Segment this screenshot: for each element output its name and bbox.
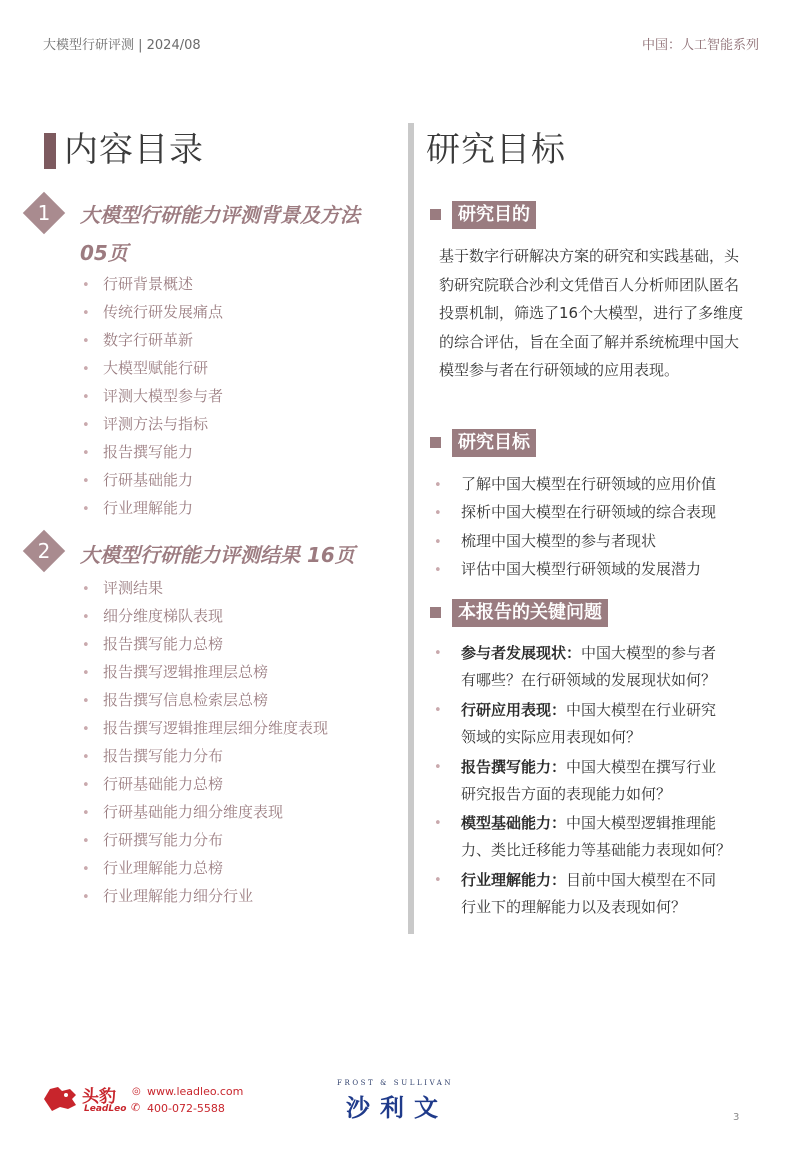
toc-item[interactable]: • 报告撰写能力: [82, 438, 223, 466]
purpose-paragraph: 基于数字行研解决方案的研究和实践基础，头豹研究院联合沙利文凭借百人分析师团队匿名投票机制，筛选了16个大模型，进行了多维度的综合评估，旨在全面了解并系统梳理中国大模型参与者在行研领域的应用表现。: [439, 247, 744, 380]
objective-item: • 评估中国大模型行研领域的发展潜力: [434, 555, 716, 583]
header-report-title: 大模型行研评测 | 2024/08: [43, 38, 201, 53]
section-2-number: 2: [37, 539, 51, 563]
question-item: [434, 810, 764, 864]
question-text-2: 力、类比迁移能力等基础能力表现如何？: [461, 841, 732, 860]
question-key: 参与者发展现状：: [461, 644, 582, 662]
header-series: 中国：人工智能系列: [641, 38, 759, 53]
objectives-label: 研究目标: [452, 429, 536, 457]
purpose-marker: [430, 209, 441, 220]
question-text: 中国大模型逻辑推理能: [566, 814, 717, 833]
toc-item[interactable]: • 传统行研发展痛点: [82, 298, 223, 326]
website-link[interactable]: www.leadleo.com: [147, 1085, 244, 1098]
toc-item[interactable]: • 报告撰写逻辑推理层细分维度表现: [82, 714, 328, 742]
toc-title: 内容目录: [64, 130, 204, 170]
question-item: [434, 754, 764, 808]
question-item: [434, 867, 764, 921]
question-text: 中国大模型在行业研究: [566, 700, 717, 719]
section-1-list: [82, 270, 223, 522]
toc-item[interactable]: • 行业理解能力细分行业: [82, 882, 328, 910]
globe-icon: ◎: [132, 1086, 141, 1097]
section-1-pages: 05页: [80, 241, 128, 265]
toc-item[interactable]: • 行研撰写能力分布: [82, 826, 328, 854]
toc-item[interactable]: • 行研基础能力总榜: [82, 770, 328, 798]
section-1-number: 1: [37, 201, 51, 225]
toc-item[interactable]: • 细分维度梯队表现: [82, 602, 328, 630]
toc-title-bar: [44, 133, 56, 169]
phone-number: 400-072-5588: [147, 1102, 225, 1115]
objective-item: • 梳理中国大模型的参与者现状: [434, 527, 716, 555]
question-key: 模型基础能力：: [461, 814, 567, 833]
question-key: 报告撰写能力：: [461, 757, 567, 776]
frost-sullivan-cn-logo: 沙利文: [346, 1094, 448, 1122]
toc-item[interactable]: • 大模型赋能行研: [82, 354, 223, 382]
frost-sullivan-en-logo: FROST & SULLIVAN: [337, 1079, 454, 1087]
question-text: 中国大模型的参与者: [581, 644, 717, 662]
question-item: [434, 697, 764, 751]
questions-label: 本报告的关键问题: [452, 599, 608, 627]
leadleo-cn-name: 头豹: [82, 1087, 116, 1107]
toc-item[interactable]: • 行业理解能力: [82, 494, 223, 522]
phone-icon: ✆: [131, 1101, 141, 1114]
question-text: 中国大模型在撰写行业: [566, 757, 717, 776]
section-2-title: 大模型行研能力评测结果 16页: [80, 543, 355, 567]
toc-item[interactable]: • 行研背景概述: [82, 270, 223, 298]
column-divider: [408, 123, 414, 934]
leadleo-en-name: LeadLeo: [84, 1104, 127, 1114]
toc-item[interactable]: • 评测大模型参与者: [82, 382, 223, 410]
toc-item[interactable]: • 报告撰写能力分布: [82, 742, 328, 770]
toc-item[interactable]: • 评测结果: [82, 574, 328, 602]
toc-item[interactable]: • 行研基础能力: [82, 466, 223, 494]
objective-item: • 探析中国大模型在行研领域的综合表现: [434, 498, 716, 526]
toc-item[interactable]: • 报告撰写信息检索层总榜: [82, 686, 328, 714]
toc-item[interactable]: • 报告撰写逻辑推理层总榜: [82, 658, 328, 686]
toc-item[interactable]: • 行研基础能力细分维度表现: [82, 798, 328, 826]
section-1-title: 大模型行研能力评测背景及方法: [80, 203, 360, 227]
question-text: 目前中国大模型在不同: [566, 871, 717, 890]
objectives-marker: [430, 437, 441, 448]
objectives-list: [434, 470, 716, 583]
toc-item[interactable]: • 行业理解能力总榜: [82, 854, 328, 882]
toc-item[interactable]: • 评测方法与指标: [82, 410, 223, 438]
questions-marker: [430, 607, 441, 618]
research-goals-title: 研究目标: [426, 130, 566, 170]
objective-item: • 了解中国大模型在行研领域的应用价值: [434, 470, 716, 498]
question-text-2: 行业下的理解能力以及表现如何？: [461, 898, 687, 917]
question-text-2: 研究报告方面的表现能力如何？: [461, 784, 672, 803]
page-number: 3: [733, 1112, 740, 1123]
toc-item[interactable]: • 数字行研革新: [82, 326, 223, 354]
question-item: [434, 640, 764, 694]
section-2-list: [82, 574, 328, 910]
toc-item[interactable]: • 报告撰写能力总榜: [82, 630, 328, 658]
purpose-label: 研究目的: [452, 201, 536, 229]
question-text-2: 领域的实际应用表现如何？: [461, 727, 642, 746]
leadleo-lion-logo: [40, 1083, 80, 1113]
question-text-2: 有哪些？在行研领域的发展现状如何？: [461, 671, 717, 689]
key-questions-list: [434, 640, 764, 924]
question-key: 行研应用表现：: [461, 700, 567, 719]
question-key: 行业理解能力：: [461, 871, 567, 890]
